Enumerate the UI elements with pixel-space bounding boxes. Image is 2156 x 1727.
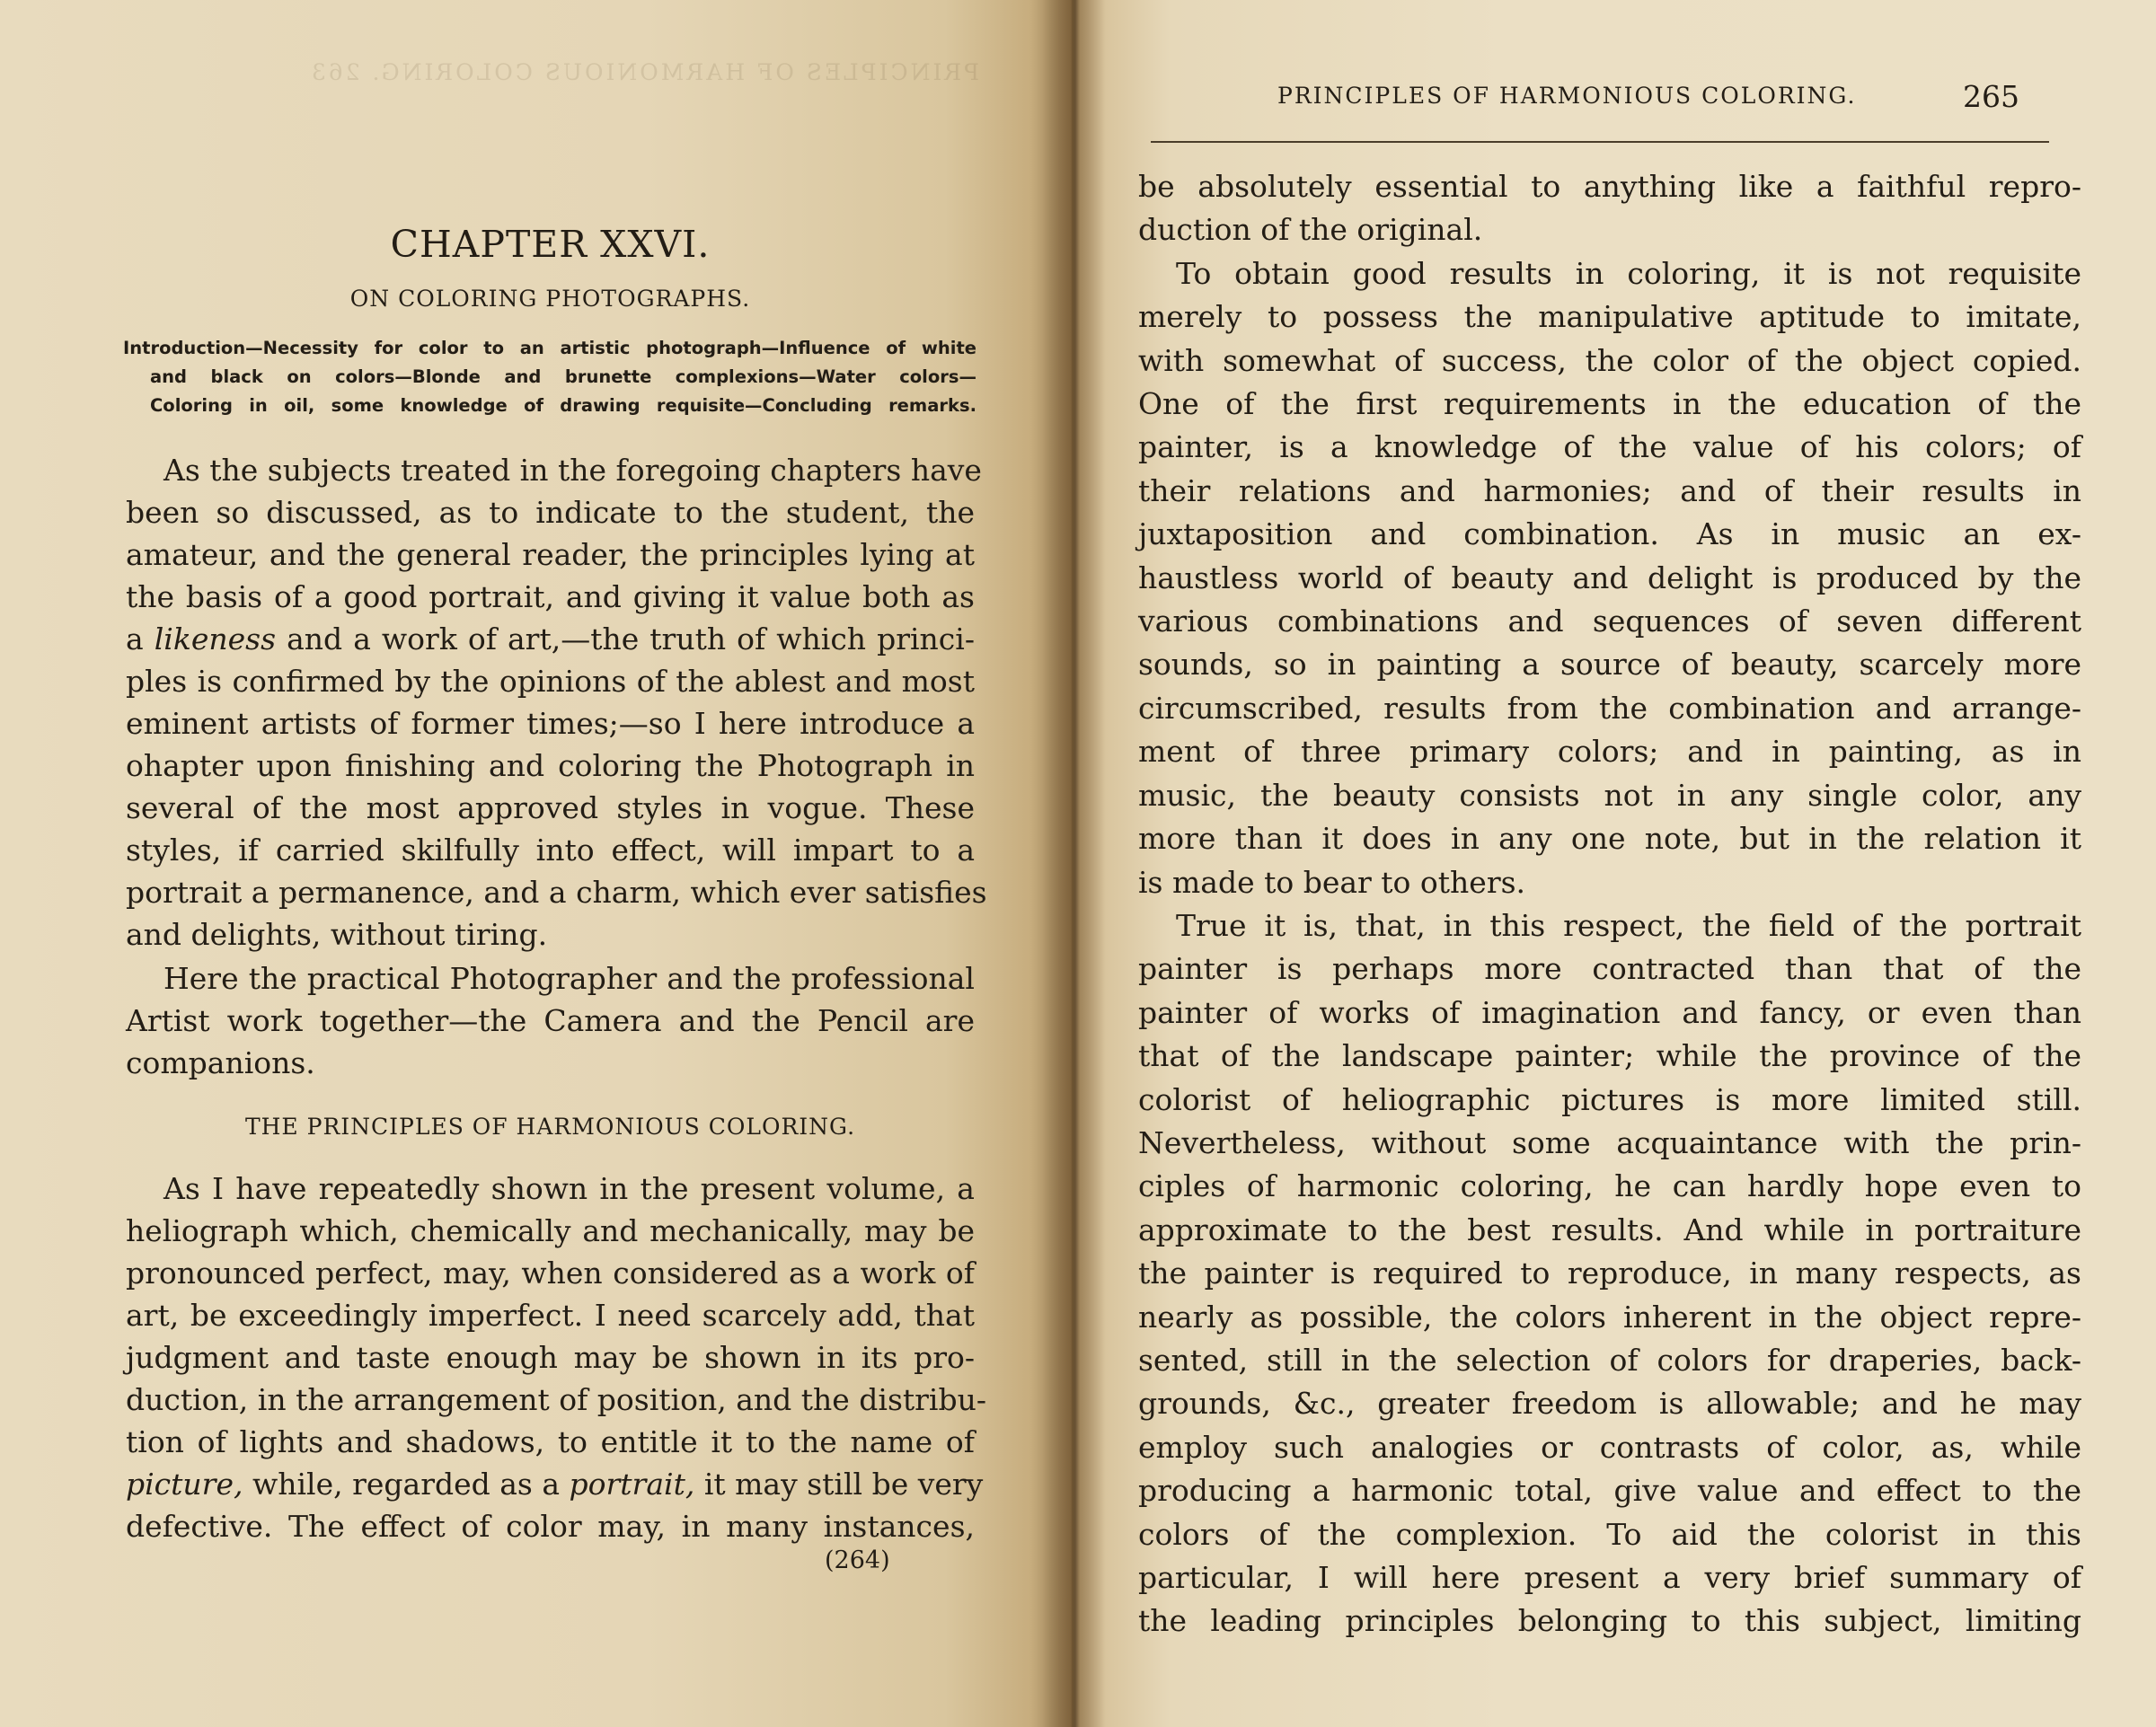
text-line [126, 618, 975, 660]
synopsis-line: and black on colors—Blonde and brunette complexions—Water colors— [150, 366, 976, 387]
text-line: the basis of a good portrait, and giving it value both as [126, 579, 975, 614]
text-line: amateur, and the general reader, the principles lying at [126, 537, 975, 572]
text-line: Here the practical Photographer and the professional [163, 961, 975, 996]
text-line: ciples of harmonic coloring, he can hardly hope even to [1138, 1168, 2081, 1204]
text-line: eminent artists of former times;—so I here introduce a [126, 706, 975, 741]
paragraph-photographer-artist [126, 957, 975, 1084]
section-heading: THE PRINCIPLES OF HARMONIOUS COLORING. [244, 1114, 856, 1140]
italic-word: picture, [126, 1467, 243, 1502]
text-line: the leading principles belonging to this subject, limiting [1138, 1603, 2081, 1639]
text-line: painter is perhaps more contracted than that of the [1138, 951, 2081, 987]
italic-word: likeness [154, 621, 277, 656]
text-line: tion of lights and shadows, to entitle it to the name of [126, 1424, 975, 1459]
text-line: As the subjects treated in the foregoing chapters have [163, 453, 982, 488]
text-fragment: and a work of art,—the truth of which princi- [287, 621, 975, 656]
text-line: nearly as possible, the colors inherent in the object repre- [1138, 1299, 2081, 1335]
right-page-body [1138, 165, 2081, 1643]
text-line: is made to bear to others. [1138, 864, 1526, 900]
text-line: portrait a permanence, and a charm, which ever satisfies [126, 875, 987, 910]
paragraph-harmonious-coloring [126, 1167, 987, 1547]
synopsis-line: Introduction—Necessity for color to an artistic photograph—Influence of white [123, 338, 976, 358]
chapter-title: CHAPTER XXVI. [390, 223, 711, 266]
text-fragment: while, regarded as a [252, 1467, 561, 1502]
text-line: ment of three primary colors; and in painting, as in [1138, 734, 2081, 770]
text-line: Artist work together—the Camera and the Pencil are [126, 1003, 975, 1038]
text-line: music, the beauty consists not in any single color, any [1138, 777, 2081, 813]
text-line: styles, if carried skilfully into effect, will impart to a [126, 833, 975, 868]
page-number-right: 265 [1963, 79, 2019, 114]
italic-word: portrait, [569, 1467, 695, 1502]
text-line: producing a harmonic total, give value and effect to the [1138, 1473, 2081, 1509]
text-line: approximate to the best results. And while in portraiture [1138, 1212, 2081, 1247]
running-head: PRINCIPLES OF HARMONIOUS COLORING. [1277, 83, 1857, 109]
left-page [0, 0, 1074, 1727]
text-line: particular, I will here present a very brief summary of [1138, 1560, 2081, 1595]
text-line: and delights, without tiring. [126, 917, 548, 952]
text-line: colors of the complexion. To aid the colorist in this [1138, 1516, 2081, 1552]
text-fragment: it may still be very [703, 1467, 984, 1502]
header-rule [1151, 141, 2049, 143]
text-line: several of the most approved styles in vogue. These [126, 790, 975, 825]
text-line: their relations and harmonies; and of their results in [1138, 472, 2081, 508]
text-line: defective. The effect of color may, in many instances, [126, 1509, 975, 1544]
paragraph-introduction [126, 449, 987, 956]
text-line: painter, is a knowledge of the value of his colors; of [1138, 429, 2081, 465]
chapter-synopsis [123, 334, 976, 420]
text-line: haustless world of beauty and delight is produced by the [1138, 560, 2081, 595]
text-line: various combinations and sequences of seven different [1138, 604, 2081, 639]
text-line: pronounced perfect, may, when considered as a work of [126, 1256, 975, 1291]
text-line: judgment and taste enough may be shown in its pro- [126, 1340, 975, 1375]
text-line: that of the landscape painter; while the province of the [1138, 1038, 2081, 1074]
text-line: be absolutely essential to anything like a faithful repro- [1138, 169, 2081, 204]
text-fragment: a [126, 621, 144, 656]
text-line: heliograph which, chemically and mechanically, may be [126, 1213, 975, 1248]
text-line: merely to possess the manipulative aptitude to imitate, [1138, 299, 2081, 335]
text-line: with somewhat of success, the color of the object copied. [1138, 342, 2081, 378]
text-line: Nevertheless, without some acquaintance with the prin- [1138, 1124, 2081, 1160]
text-line: duction, in the arrangement of position, and the distribu- [126, 1382, 987, 1417]
text-line: circumscribed, results from the combination and arrange- [1138, 690, 2081, 726]
text-line: ples is confirmed by the opinions of the ablest and most [126, 664, 975, 699]
text-line: the painter is required to reproduce, in many respects, as [1138, 1256, 2081, 1291]
text-line: True it is, that, in this respect, the field of the portrait [1176, 907, 2081, 943]
text-line: juxtaposition and combination. As in music an ex- [1138, 516, 2081, 552]
right-page [1074, 0, 2156, 1727]
text-line: duction of the original. [1138, 212, 1483, 248]
text-line: painter of works of imagination and fancy, or even than [1138, 994, 2081, 1030]
synopsis-line: Coloring in oil, some knowledge of drawing requisite—Concluding remarks. [150, 395, 976, 416]
text-line: grounds, &c., greater freedom is allowable; and he may [1138, 1386, 2081, 1422]
text-line: companions. [126, 1045, 315, 1080]
text-line: sented, still in the selection of colors for draperies, back- [1138, 1342, 2081, 1378]
page-number-left: (264) [825, 1546, 890, 1574]
text-line: employ such analogies or contrasts of color, as, while [1138, 1429, 2081, 1465]
chapter-subtitle: ON COLORING PHOTOGRAPHS. [349, 286, 751, 312]
text-line: To obtain good results in coloring, it is not requisite [1176, 255, 2081, 291]
text-line: colorist of heliographic pictures is more limited still. [1138, 1081, 2081, 1117]
text-line: more than it does in any one note, but in the relation it [1138, 821, 2081, 857]
text-line: art, be exceedingly imperfect. I need scarcely add, that [126, 1298, 975, 1333]
show-through-text: PRINCIPLES OF HARMONIOUS COLORING. 263 [308, 59, 979, 85]
text-line: been so discussed, as to indicate to the student, the [126, 495, 975, 530]
text-line: As I have repeatedly shown in the present volume, a [163, 1171, 975, 1206]
text-line: ohapter upon finishing and coloring the Photograph in [126, 748, 975, 783]
text-line: sounds, so in painting a source of beauty, scarcely more [1138, 647, 2081, 683]
text-line [126, 1463, 984, 1505]
text-line: One of the first requirements in the education of the [1138, 386, 2081, 422]
